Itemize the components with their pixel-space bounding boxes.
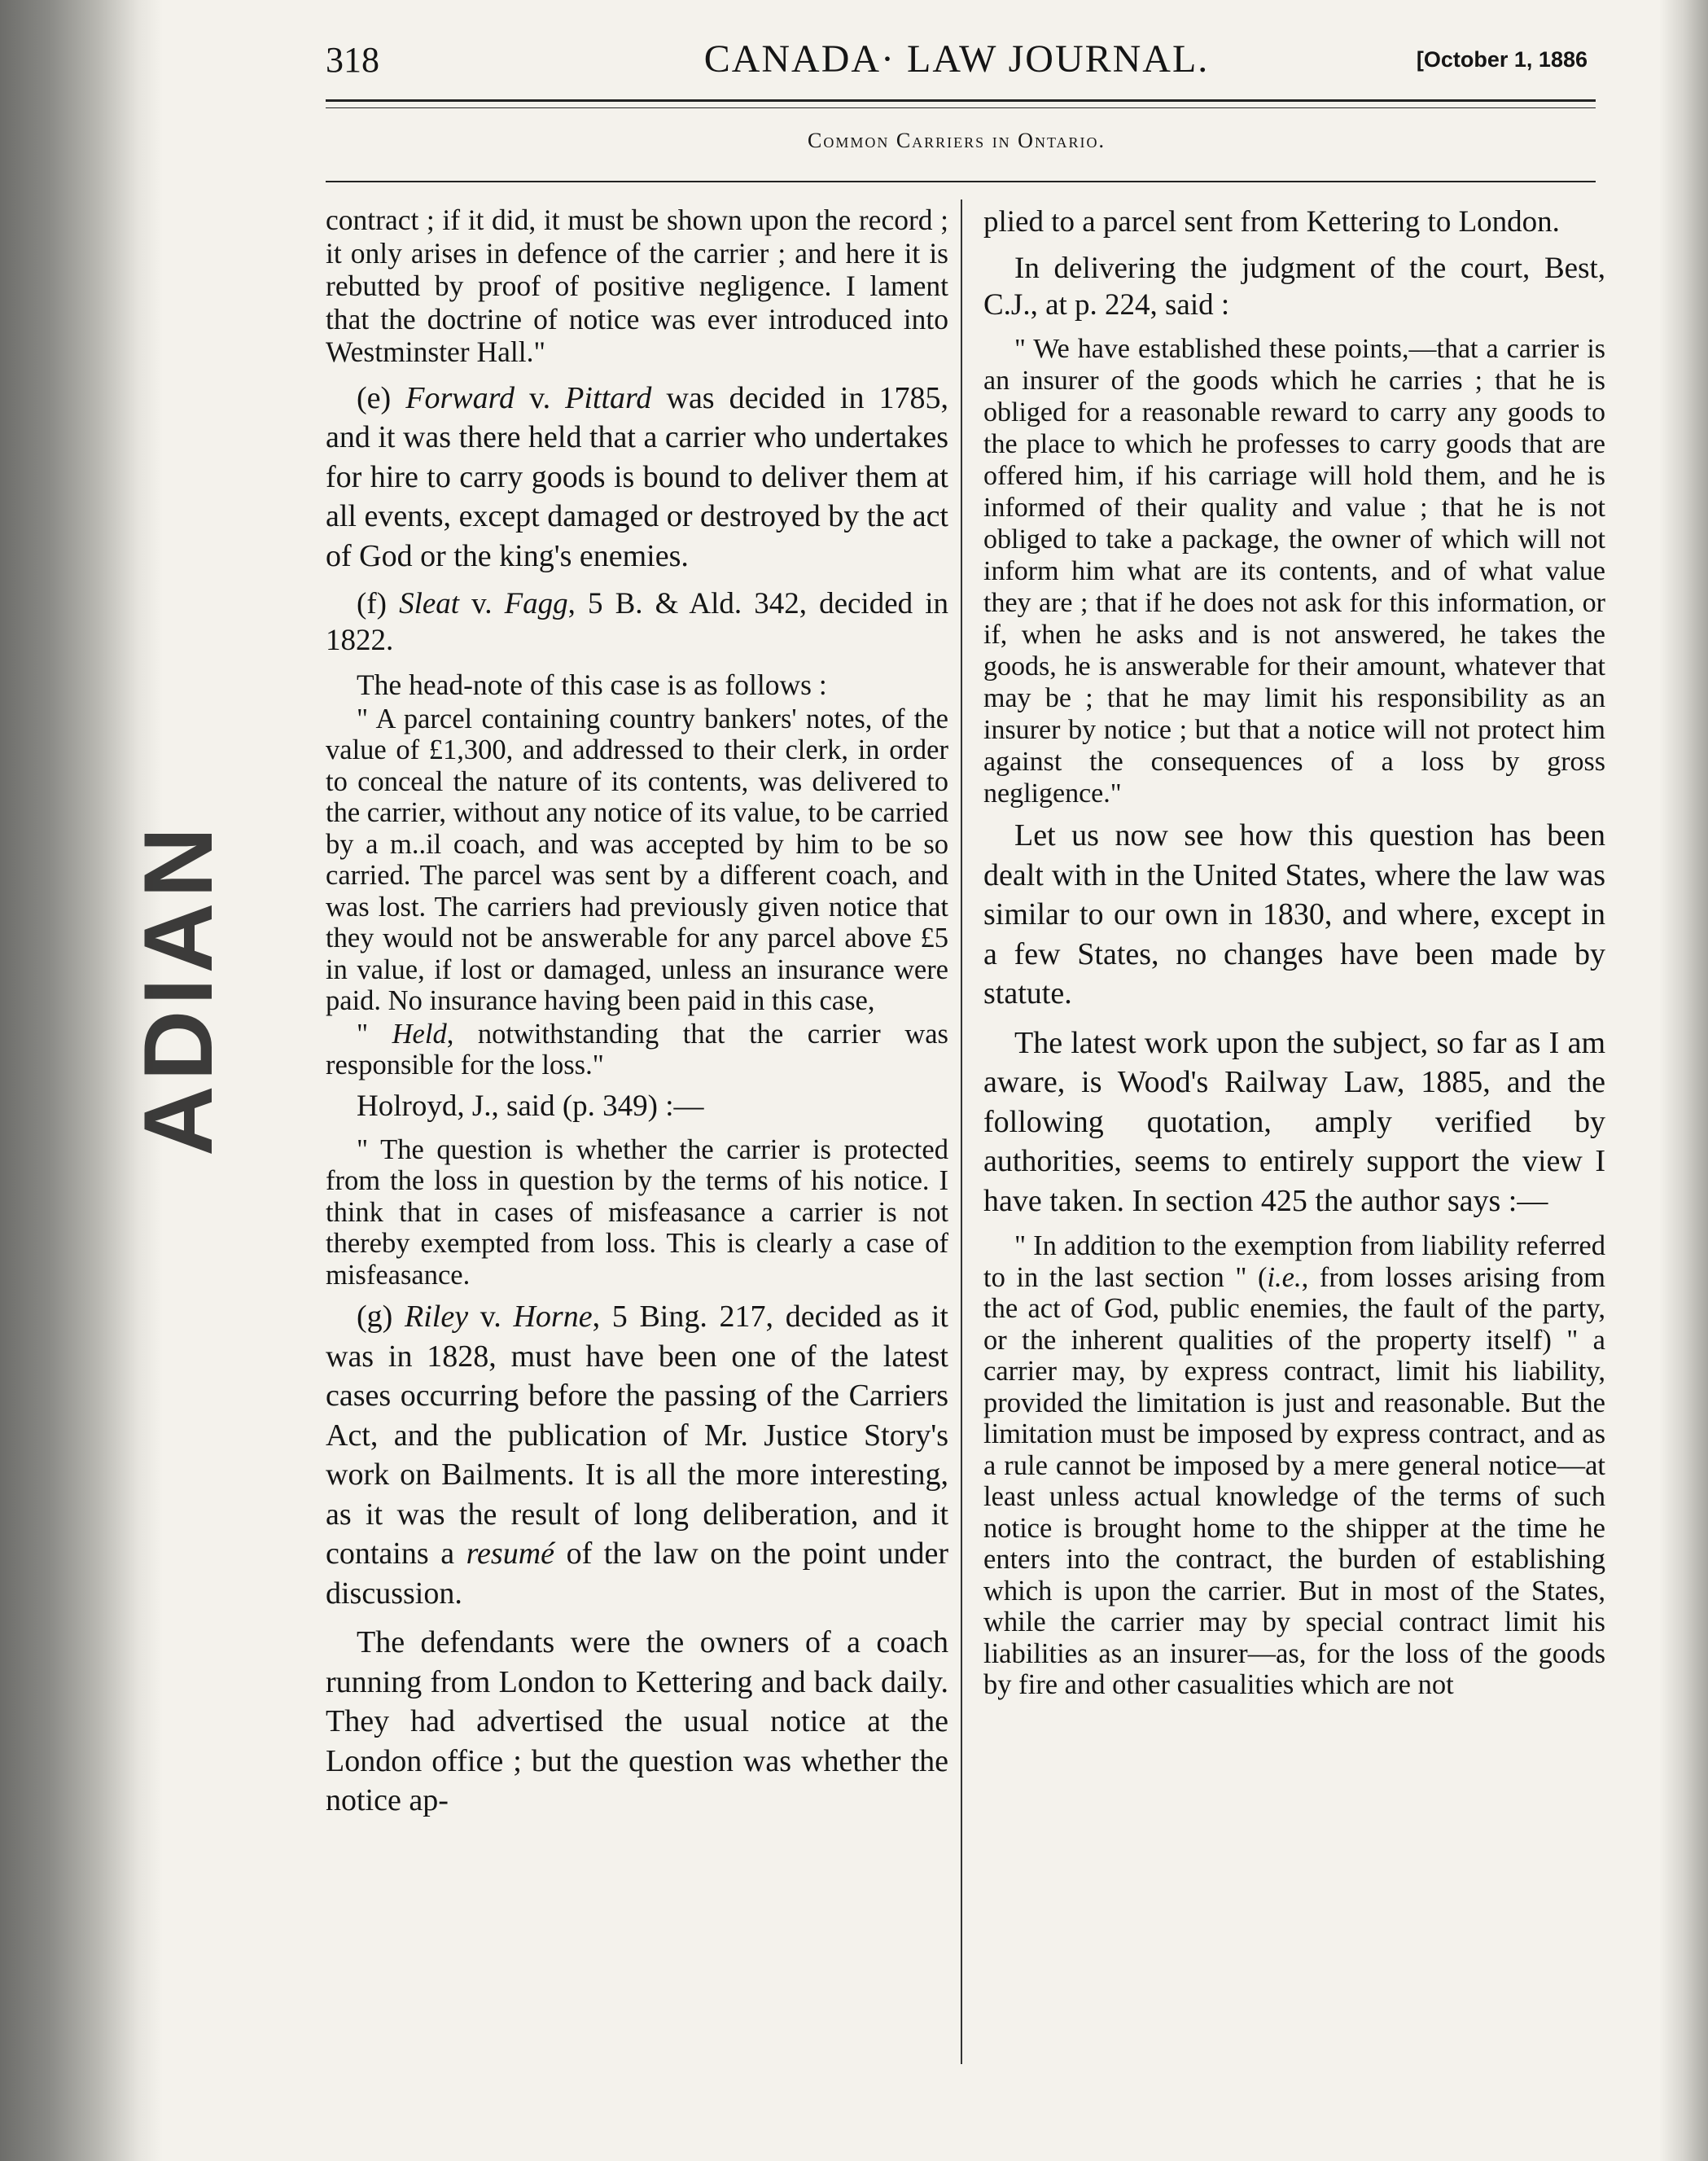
column-divider (961, 199, 962, 2064)
paragraph-text: " In addition to the exemption from liability referred to in the last section " ( (983, 1230, 1605, 1293)
paragraph (326, 1297, 948, 1613)
paragraph: The defendants were the owners of a coach running from London to Kettering and back daily. They had advertised the usual notice at the London office ; but the question was whether the notice ap- (326, 1625, 948, 1817)
paragraph (326, 585, 948, 659)
paragraph-text: , 5 B. & Ald. 342, decided in 1822. (326, 587, 948, 657)
paragraph: The head-note of this case is as follows : (357, 668, 827, 701)
case-marker: (e) (357, 380, 392, 415)
block-quote (326, 1019, 948, 1081)
italic-term: resumé (466, 1536, 554, 1571)
block-quote (983, 1230, 1605, 1701)
paragraph: In delivering the judgment of the court, Best, C.J., at p. 224, said : (983, 252, 1605, 322)
right-page-edge (1659, 0, 1708, 2161)
italic-term: i.e. (1267, 1261, 1302, 1293)
case-name: Horne (513, 1300, 593, 1334)
page-header (326, 33, 1588, 114)
journal-title: CANADA· LAW JOURNAL. (703, 37, 1210, 81)
block-quote: " A parcel containing country bankers' notes, of the value of £1,300, and addressed to their clerk, in order to conceal the nature of its contents, was delivered to the carrier, without any notice of its value, to be carried by a m..il coach, and was accepted by him to be so carried. The parcel was sent by a different coach, and was lost. The carriers had previously given notice that they would not be answerable for any parcel above £5 in value, if lost or damaged, unless an insurance were paid. No insurance having been paid in this case, (326, 703, 948, 1016)
binding-edge-text: ADIAN (124, 822, 233, 1156)
case-name: Forward (405, 380, 515, 415)
paragraph-text: of the law on the point under discussion. (326, 1536, 948, 1611)
right-column (983, 204, 1605, 1707)
case-name: Sleat (399, 587, 460, 620)
running-head: Common Carriers in Ontario. (807, 129, 1106, 152)
paragraph: Holroyd, J., said (p. 349) :— (357, 1089, 704, 1123)
block-quote: " The question is whether the carrier is protected from the loss in question by the terms of his notice. I think that in cases of misfeasance a carrier is not thereby exempted from loss. This is clearly a case of misfeasance. (326, 1133, 948, 1291)
paragraph: contract ; if it did, it must be shown upon the record ; it only arises in defence of the carrier ; and here it is rebutted by proof of positive negligence. I lament that the doctrine of notice was ever introduced into Westminster Hall." (326, 204, 948, 368)
case-marker: (f) (357, 587, 387, 620)
paragraph: The latest work upon the subject, so far as I am aware, is Wood's Railway Law, 1885, and the following quotation, amply verified by authorities, seems to entirely support the view I have taken. In section 425 the author says :— (983, 1025, 1605, 1218)
quote-mark: " (357, 1018, 392, 1050)
case-marker: (g) (357, 1300, 393, 1334)
paragraph-text: , from losses arising from the act of God, public enemies, the fault of the party, or the inherent qualities of the property itself) " a carrier may, by express contract, limit his liability, provided the limitation is just and reasonable. But the limitation must be imposed by express contract, and as a rule cannot be imposed by a mere general notice—at least unless actual knowledge of the terms of such notice is brought home to the shipper at the time he enters into the contract, the burden of establishing which is upon the carrier. But in most of the States, while the carrier may by special contract limit his liabilities as an insurer—as, for the loss of the goods by fire and other casualities which are not (983, 1261, 1605, 1700)
paragraph-text: , 5 Bing. 217, decided as it was in 1828, must have been one of the latest cases occurring before the passing of the Carriers Act, and the publication of Mr. Justice Story's work on Bailments. It is all the more interesting, as it was the result of long deliberation, and it contains a (326, 1300, 948, 1571)
paragraph-text: was decided in 1785, and it was there held that a carrier who undertakes for hire to carry goods is bound to deliver them at all events, except damaged or destroyed by the act of God or the king's enemies. (326, 380, 949, 573)
case-name: Riley (405, 1300, 469, 1334)
case-versus: v. (515, 380, 566, 415)
block-quote: " We have established these points,—that a carrier is an insurer of the goods which he carries ; that he is obliged for a reasonable reward to carry any goods to the place to which he professes to carry goods that are offered him, if his carriage will hold them, and he is informed of their quality and value ; that he is not obliged to take a package, the owner of which will not inform him what are its contents, and of what value they are ; that if he does not ask for this information, or if, when he asks and is not answered, he takes the goods, he is answerable for their amount, whatever that may be ; that he may limit his responsibility as an insurer by notice ; but that a notice will not protect him against the consequences of a loss by gross negligence." (983, 334, 1605, 809)
case-name: Pittard (565, 380, 652, 415)
issue-date: [October 1, 1886 (1416, 47, 1588, 72)
running-head-rule (326, 181, 1596, 182)
header-rule-top (326, 99, 1596, 102)
header-rule-bottom (326, 107, 1596, 108)
page-number: 318 (326, 40, 379, 80)
case-versus: v. (468, 1300, 514, 1334)
paragraph: plied to a parcel sent from Kettering to London. (983, 205, 1560, 239)
paragraph (326, 379, 948, 576)
paragraph: Let us now see how this question has been dealt with in the United States, where the law was similar to our own in 1830, and where, except in a few States, no changes have been made by statute. (983, 818, 1605, 1010)
paragraph-text: , notwithstanding that the carrier was responsible for the loss." (326, 1018, 948, 1080)
left-column (326, 204, 948, 1830)
case-name: Fagg (504, 587, 568, 620)
held-label: Held (392, 1018, 447, 1050)
case-versus: v. (459, 587, 505, 620)
